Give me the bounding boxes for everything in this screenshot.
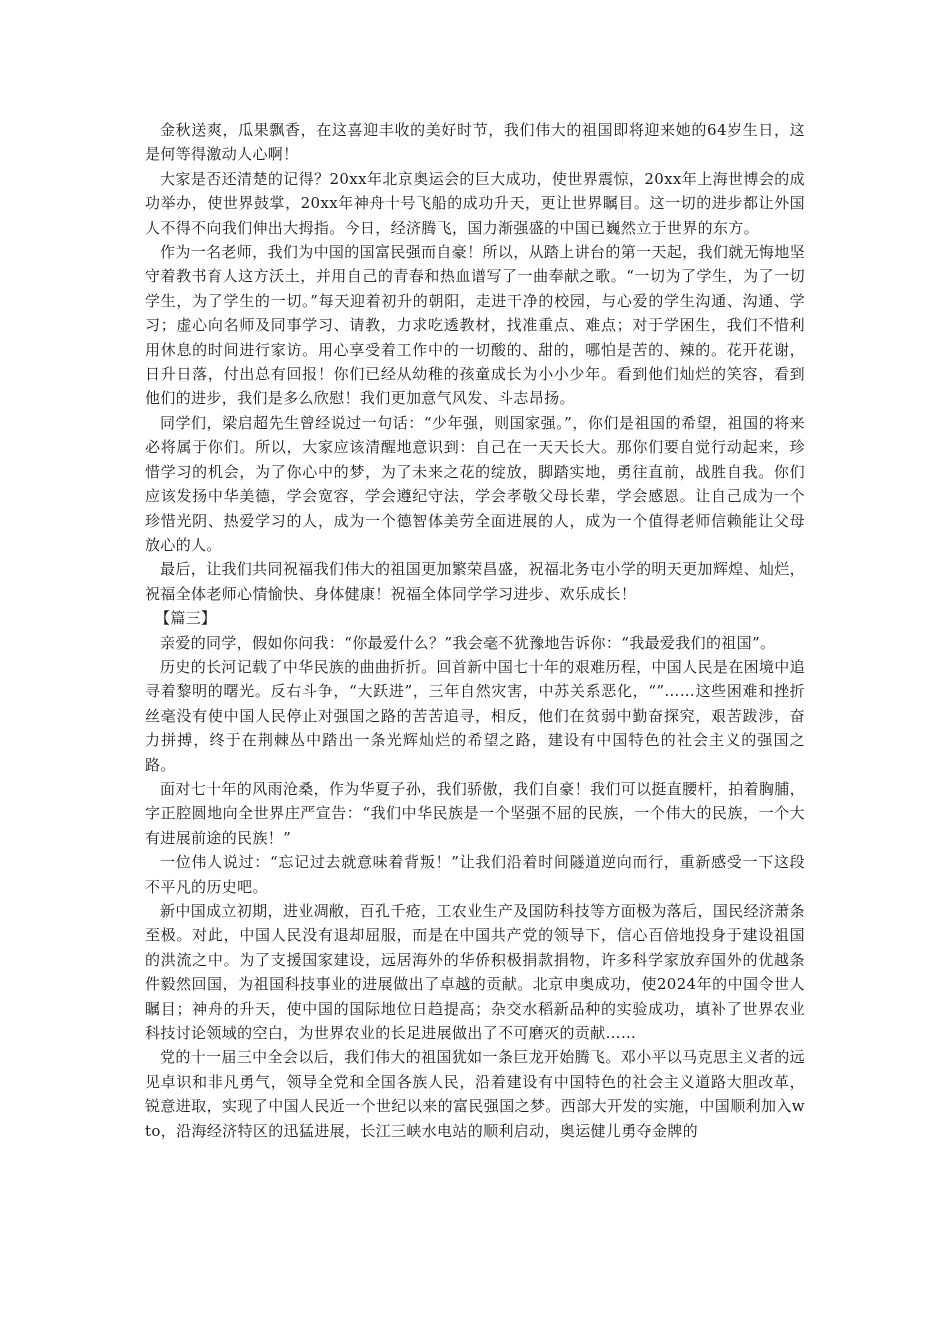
paragraph: 一位伟人说过：“忘记过去就意味着背叛！”让我们沿着时间隧道逆向而行，重新感受一下这段不平凡的历史吧。 <box>145 853 805 896</box>
paragraph: 同学们，梁启超先生曾经说过一句话：“少年强，则国家强。”，你们是祖国的希望，祖国的将来必将属于你们。所以，大家应该清醒地意识到：自己在一天天长大。那你们要自觉行动起来，珍惜学习的机会，为了你心中的梦，为了未来之花的绽放，脚踏实地，勇往直前，战胜自我。你们应该发扬中华美德，学会宽容，学会遵纪守法，学会孝敬父母长辈，学会感恩。让自己成为一个珍惜光阴、热爱学习的人，成为一个德智体美劳全面进展的人，成为一个值得老师信赖能让父母放心的人。 <box>145 413 805 554</box>
paragraph: 党的十一届三中全会以后，我们伟大的祖国犹如一条巨龙开始腾飞。邓小平以马克思主义者的远见卓识和非凡勇气，领导全党和全国各族人民，沿着建设有中国特色的社会主义道路大胆改革，锐意进取，实现了中国人民近一个世纪以来的富民强国之梦。西部大开发的实施，中国顺利加入wto，沿海经济特区的迅猛进展，长江三峡水电站的顺利启动，奥运健儿勇夺金牌的 <box>145 1048 805 1140</box>
paragraph: 大家是否还清楚的记得？20xx年北京奥运会的巨大成功，使世界震惊，20xx年上海世博会的成功举办，使世界鼓掌，20xx年神舟十号飞船的成功升天，更让世界瞩目。这一切的进步都让外国人不得不向我们伸出大拇指。今日，经济腾飞，国力渐强盛的中国已巍然立于世界的东方。 <box>145 169 805 237</box>
paragraph: 金秋送爽，瓜果飘香，在这喜迎丰收的美好时节，我们伟大的祖国即将迎来她的64岁生日，这是何等得激动人心啊！ <box>145 121 805 164</box>
paragraph: 面对七十年的风雨沧桑，作为华夏子孙，我们骄傲，我们自豪！我们可以挺直腰杆，拍着胸脯，字正腔圆地向全世界庄严宣告：“我们中华民族是一个坚强不屈的民族，一个伟大的民族，一个大有进展前途的民族！” <box>145 779 805 847</box>
paragraph: 新中国成立初期，进业凋敝，百孔千疮，工农业生产及国防科技等方面极为落后，国民经济萧条至极。对此，中国人民没有退却屈服，而是在中国共产党的领导下，信心百倍地投身于建设祖国的洪流之中。为了支援国家建设，远居海外的华侨积极捐款捐物，许多科学家放弃国外的优越条件毅然回国，为祖国科技事业的进展做出了卓越的贡献。北京申奥成功，使2024年的中国令世人瞩目；神舟的升天，使中国的国际地位日趋提高；杂交水稻新品种的实验成功，填补了世界农业科技讨论领域的空白，为世界农业的长足进展做出了不可磨灭的贡献…… <box>145 902 805 1043</box>
paragraph: 亲爱的同学，假如你问我：“你最爱什么？”我会毫不犹豫地告诉你：“我最爱我们的祖国”。 <box>160 633 776 652</box>
section-heading: 【篇三】 <box>155 609 217 628</box>
document-body <box>145 118 805 1143</box>
paragraph: 作为一名老师，我们为中国的国富民强而自豪！所以，从踏上讲台的第一天起，我们就无悔地坚守着教书育人这方沃土，并用自己的青春和热血谱写了一曲奉献之歌。“一切为了学生，为了一切学生，为了学生的一切。”每天迎着初升的朝阳，走进干净的校园，与心爱的学生沟通、沟通、学习；虚心向名师及同事学习、请教，力求吃透教材，找准重点、难点；对于学困生，我们不惜利用休息的时间进行家访。用心享受着工作中的一切酸的、甜的，哪怕是苦的、辣的。花开花谢，日升日落，付出总有回报！你们已经从幼稚的孩童成长为小小少年。看到他们灿烂的笑容，看到他们的进步，我们是多么欣慰！我们更加意气风发、斗志昂扬。 <box>145 243 805 408</box>
paragraph: 历史的长河记载了中华民族的曲曲折折。回首新中国七十年的艰难历程，中国人民是在困境中追寻着黎明的曙光。反右斗争，“大跃进”，三年自然灾害，中苏关系恶化，“”……这些困难和挫折丝毫没有使中国人民停止对强国之路的苦苦追寻，相反，他们在贫弱中勤奋探究，艰苦跋涉，奋力拼搏，终于在荆棘丛中踏出一条光辉灿烂的希望之路，建设有中国特色的社会主义的强国之路。 <box>145 657 805 774</box>
paragraph: 最后，让我们共同祝福我们伟大的祖国更加繁荣昌盛，祝福北务屯小学的明天更加辉煌、灿烂，祝福全体老师心情愉快、身体健康！祝福全体同学学习进步、欢乐成长！ <box>145 560 805 603</box>
